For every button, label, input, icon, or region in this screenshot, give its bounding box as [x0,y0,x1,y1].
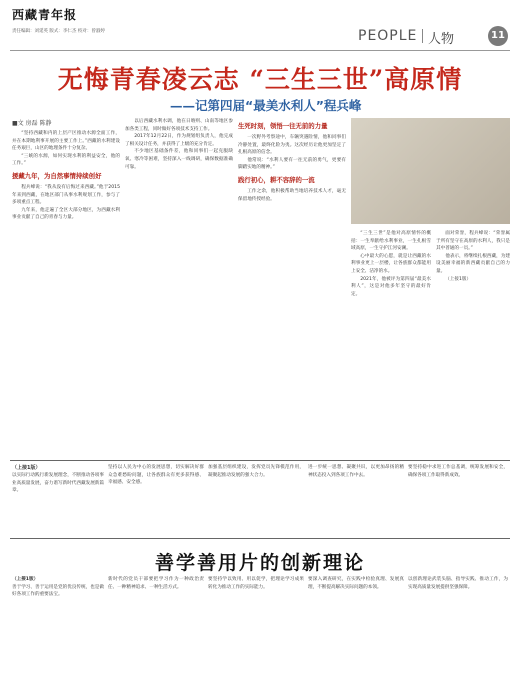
bottom-column-5: 以创新理论武装头脑、指导实践、推动工作，为实现高质量发展提供坚强保障。 [408,577,508,590]
second-headline: 善学善用片的创新理论 [154,552,365,574]
section-header [358,26,508,48]
paper-name: 西藏青年报 [12,8,78,22]
paragraph: 不少地区基础条件差，他和同事们一起克服缺氧、寒冷等困难，坚持深入一线调研，确保数据准确可靠。 [125,149,233,170]
paragraph: 九年来，他走遍了全区大部分地区，为西藏水利事业贡献了自己的青春与力量。 [12,207,120,221]
bottom-column-2: 新时代的党员干部要把学习作为一种政治责任、一种精神追求、一种生活方式。 [108,577,204,590]
paragraph: 工作之余，他积极帮助当地培养技术人才，毫无保留地传授经验。 [238,188,346,202]
article-column-3 [238,118,346,456]
continued-label: （上接1版） [12,465,41,471]
section-subhead: 生死时刻，领悟一往无前的力量 [238,122,328,130]
continued-column-1: 以实际行动践行新发展理念，不断推动各项事业高质量发展，奋力谱写新时代西藏发展新篇章。 [12,473,104,494]
section-name-cn: 人物 [428,32,455,47]
paragraph: 面对荣誉，程兵峰说：“荣誉属于所有坚守在高原的水利人，我只是其中普通的一员。” [436,231,510,252]
paragraph: 他表示，将继续扎根西藏，为建设美丽幸福的新西藏贡献自己的力量。 [436,253,510,274]
article-column-5 [436,230,510,456]
section-name-en: PEOPLE [358,28,418,44]
section-subhead: 援藏九年，为自然事情持续创好 [12,171,102,180]
main-headline: 无悔青春凌云志 “三生三世”高原情 [57,65,463,94]
byline: ■文 房磊 陈静 [12,120,52,127]
masthead [12,6,212,46]
section-subhead: 践行初心，耕不容辞的一流 [238,175,315,184]
paragraph: “三生三世”是他对高原情怀的概括：一生奉献给水利事业，一生扎根雪域高原，一生守护江河安澜。 [351,231,431,252]
paragraph: 善于学习、善于运用是党的优良传统，也是做好各项工作的重要法宝。 [12,584,104,598]
paragraph: 一次野外考察途中，车辆突遇险情，他和同事们冷静处置，最终化险为夷。这次经历让他更加坚定了扎根高原的信念。 [238,135,346,156]
section-divider [10,460,510,461]
paragraph: 2017年12月22日，作为规划组负责人，他完成了相关设计任务，并获得了上级的充分肯定。 [125,134,233,147]
article-column-1 [12,130,120,456]
paragraph: 以后西藏水利水调，他在日喀则、山南等地区参加各类工程，同时做好各项技术支持工作。 [125,119,233,132]
bottom-column-3: 要坚持学以致用、用以促学，把理论学习成果转化为推动工作的实际能力。 [208,577,304,590]
paragraph: 心中最大的心愿，就是让西藏的水利事业更上一层楼，让各族群众都能用上安全、洁净的水。 [351,253,431,274]
bottom-column-1 [12,576,104,694]
paragraph: （上接1版） [445,276,472,282]
sub-headline: ——记第四届“最美水利人”程兵峰 [170,98,362,113]
section-divider [10,538,510,539]
page-number-badge: 11 [488,26,508,46]
continued-column-4: 进一步统一思想、凝聚共识，以更加昂扬的精神状态投入到各项工作中去。 [308,465,404,478]
continued-column-3: 加强基层组织建设，发挥党员先锋模范作用，凝聚起推动发展的强大合力。 [208,465,304,478]
paragraph: “坚持西藏和内的上层产区推动水源全面工作，并在本期地利事开展的主要工作上。”西藏的水利建设任务艰巨，山区的地理条件十分复杂。 [12,131,120,152]
continued-label: （上接1版） [12,577,39,582]
article-column-2 [125,118,233,456]
continued-column-2: 坚持以人民为中心的发展思想，切实解决好群众急难愁盼问题，让各族群众有更多获得感、幸福感、安全感。 [108,465,204,486]
editor-meta-line: 责任编辑：刘延英 版式：李仁杰 校对：曾淑婷 [12,29,105,34]
paragraph: “三峡的水源，如何实现水利的利益安全，他的工作。” [12,153,120,167]
article-column-4 [351,230,431,456]
paragraph: 2021年，他被评为第四届“最美水利人”，这是对他多年坚守的最好肯定。 [351,276,431,297]
paragraph: 程兵峰说：“我从没有后悔过来西藏。”他于2015年来到西藏，在地区部门从事水利规划工作，参与了多项重点工程。 [12,184,120,206]
header-rule [10,50,510,51]
section-separator [422,29,423,43]
article-photo [351,118,510,224]
continued-column-5: 要坚持稳中求进工作总基调，统筹发展和安全，确保各项工作取得新成效。 [408,465,508,478]
bottom-column-4: 要深入调查研究，在实践中检验真理、发展真理，不断提高解决实际问题的本领。 [308,577,404,590]
paragraph: 他常说：“水利人要有一往无前的勇气，更要有脚踏实地的精神。” [238,157,346,171]
